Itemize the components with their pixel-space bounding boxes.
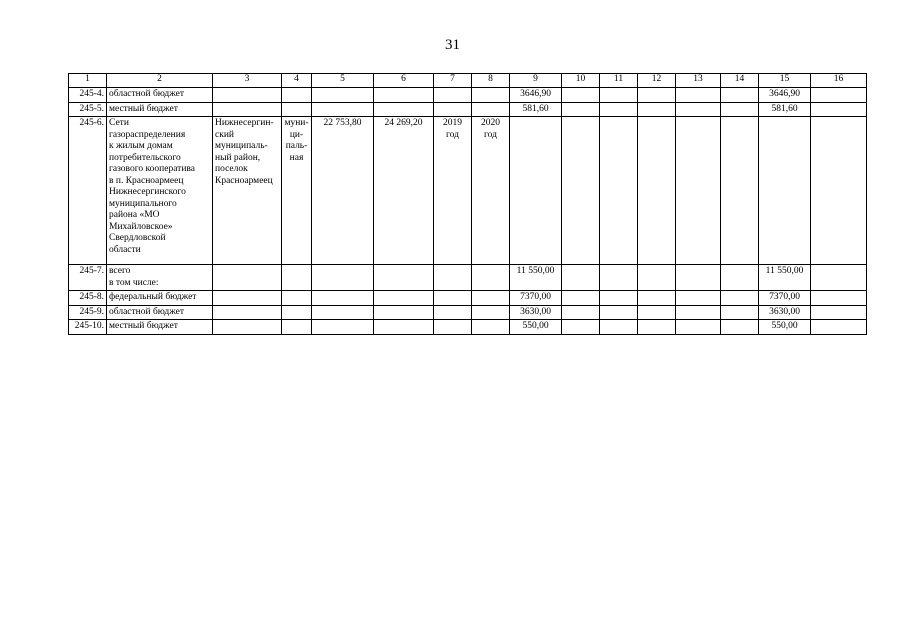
cell [562,117,600,265]
cell [638,305,676,320]
table-row [69,117,867,265]
column-header: 16 [811,74,867,88]
value-col6: 24 269,20 [374,117,434,265]
cell [213,320,282,335]
cell [562,291,600,306]
cell [472,291,510,306]
cell [638,102,676,117]
cell [600,320,638,335]
value-col9: 581,60 [510,102,562,117]
column-header: 8 [472,74,510,88]
cell [472,102,510,117]
cell [312,320,374,335]
row-name: местный бюджет [107,320,213,335]
value-col15: 3630,00 [759,305,811,320]
row-number: 245-9. [69,305,107,320]
cell [213,102,282,117]
cell [282,320,312,335]
value-col9: 7370,00 [510,291,562,306]
cell [638,117,676,265]
cell [676,305,721,320]
cell [721,291,759,306]
cell [312,305,374,320]
header-row [69,74,867,88]
cell [312,265,374,291]
table-row [69,320,867,335]
cell [676,265,721,291]
cell [600,88,638,103]
start-year: 2019 год [434,117,472,265]
cell [434,305,472,320]
cell [434,320,472,335]
column-header: 4 [282,74,312,88]
column-header: 10 [562,74,600,88]
cell [562,305,600,320]
column-header: 14 [721,74,759,88]
object-name: Сети газораспределения к жилым домам потребительского газового кооператива в п. Красноармеец Нижнесергинского муниципального района «МО Михайловское» Свердловской области [107,117,213,265]
cell [282,291,312,306]
cell [472,305,510,320]
row-number: 245-5. [69,102,107,117]
row-name: федеральный бюджет [107,291,213,306]
cell [312,102,374,117]
cell [721,305,759,320]
value-col15: 7370,00 [759,291,811,306]
column-header: 11 [600,74,638,88]
row-name: всего в том числе: [107,265,213,291]
cell [472,88,510,103]
cell [562,265,600,291]
cell [638,291,676,306]
value-col15: 550,00 [759,320,811,335]
cell [434,88,472,103]
table-row [69,265,867,291]
cell [562,102,600,117]
row-name: областной бюджет [107,88,213,103]
cell [374,305,434,320]
cell [374,102,434,117]
cell [721,265,759,291]
cell [472,320,510,335]
row-number: 245-8. [69,291,107,306]
cell [510,117,562,265]
cell [472,265,510,291]
table-row [69,88,867,103]
cell [811,305,867,320]
cell [562,320,600,335]
ownership-type: муни- ци- паль- ная [282,117,312,265]
value-col9: 11 550,00 [510,265,562,291]
column-header: 3 [213,74,282,88]
end-year: 2020 год [472,117,510,265]
cell [600,102,638,117]
column-header: 12 [638,74,676,88]
row-number: 245-6. [69,117,107,265]
value-col15: 11 550,00 [759,265,811,291]
page-number: 31 [445,37,460,53]
column-header: 6 [374,74,434,88]
cell [811,117,867,265]
cell [600,291,638,306]
cell [282,305,312,320]
cell [721,102,759,117]
column-header: 13 [676,74,721,88]
cell [374,291,434,306]
cell [600,117,638,265]
value-col15: 581,60 [759,102,811,117]
cell [213,305,282,320]
cell [282,88,312,103]
table-row [69,305,867,320]
cell [282,102,312,117]
row-number: 245-7. [69,265,107,291]
row-number: 245-4. [69,88,107,103]
cell [434,291,472,306]
cell [811,265,867,291]
cell [374,265,434,291]
column-header: 2 [107,74,213,88]
row-number: 245-10. [69,320,107,335]
table-row [69,102,867,117]
cell [721,117,759,265]
cell [811,88,867,103]
cell [434,102,472,117]
value-col5: 22 753,80 [312,117,374,265]
cell [374,88,434,103]
budget-table [68,73,867,335]
cell [312,291,374,306]
cell [676,291,721,306]
value-col15: 3646,90 [759,88,811,103]
cell [721,88,759,103]
row-name: местный бюджет [107,102,213,117]
cell [213,291,282,306]
value-col9: 3630,00 [510,305,562,320]
cell [638,88,676,103]
cell [638,320,676,335]
value-col9: 550,00 [510,320,562,335]
cell [600,305,638,320]
column-header: 9 [510,74,562,88]
cell [213,265,282,291]
column-header: 15 [759,74,811,88]
object-location: Нижнесергин- ский муниципаль- ный район, поселок Красноармеец [213,117,282,265]
cell [434,265,472,291]
cell [600,265,638,291]
value-col9: 3646,90 [510,88,562,103]
cell [638,265,676,291]
column-header: 5 [312,74,374,88]
cell [562,88,600,103]
cell [811,320,867,335]
cell [213,88,282,103]
table-row [69,291,867,306]
cell [676,117,721,265]
column-header: 1 [69,74,107,88]
cell [721,320,759,335]
cell [811,102,867,117]
cell [312,88,374,103]
cell [676,320,721,335]
cell [374,320,434,335]
cell [676,102,721,117]
row-name: областной бюджет [107,305,213,320]
column-header: 7 [434,74,472,88]
cell [759,117,811,265]
cell [282,265,312,291]
cell [811,291,867,306]
cell [676,88,721,103]
